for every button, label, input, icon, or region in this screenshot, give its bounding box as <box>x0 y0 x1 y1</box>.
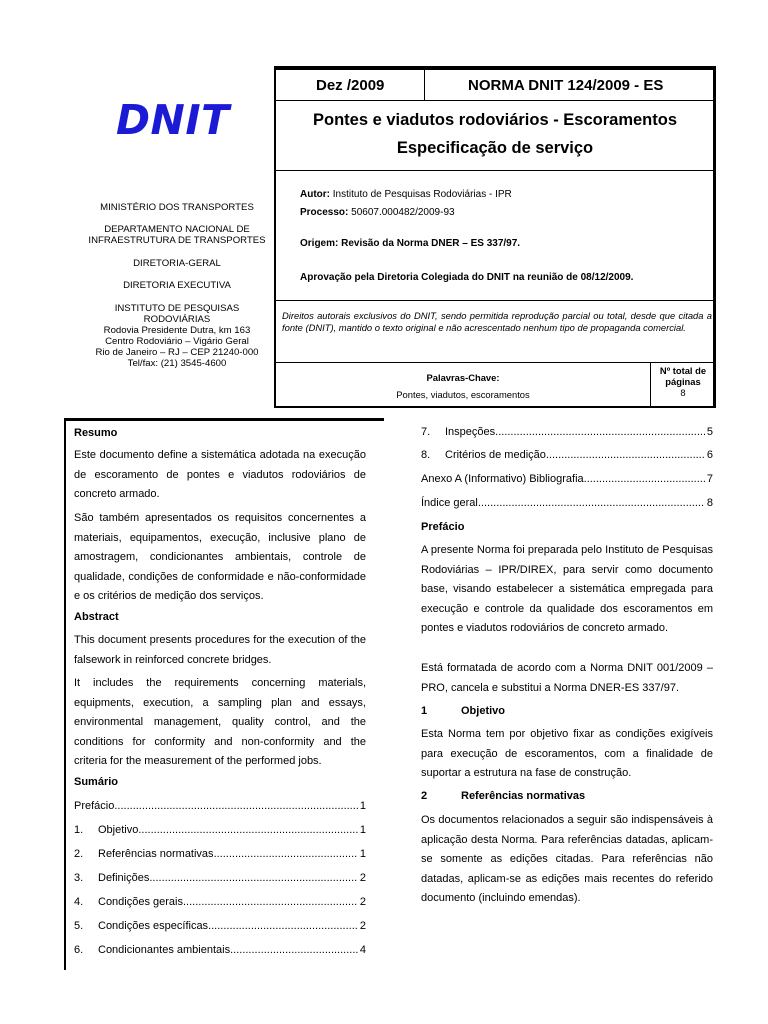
abstract-paragraph-1: This document presents procedures for the execution of the falsework in reinforced concrete bridges. <box>74 634 366 666</box>
toc-leader <box>478 494 705 514</box>
author-value: Instituto de Pesquisas Rodoviárias - IPR <box>330 189 512 200</box>
toc-entry[interactable] <box>421 446 713 466</box>
toc-entry[interactable] <box>421 470 713 490</box>
toc-leader <box>495 423 705 443</box>
toc-label: Inspeções <box>445 426 496 438</box>
toc-leader <box>114 797 358 817</box>
meta-author <box>300 189 512 200</box>
toc-label: Condições gerais <box>98 896 183 908</box>
toc-page: 4 <box>359 944 366 956</box>
copyright-notice: Direitos autorais exclusivos do DNIT, sendo permitida reprodução parcial ou total, desde que citada a fonte (DNIT), mantido o texto original e não acrescentado nenhum tipo de propaganda comercial. <box>282 310 712 333</box>
toc-label: Condições específicas <box>98 920 209 932</box>
process-label: Processo: <box>300 207 349 218</box>
directorate-general: DIRETORIA-GERAL <box>133 258 221 269</box>
institute-line-5: Rio de Janeiro – RJ – CEP 21240-000 <box>95 347 259 358</box>
objetivo-heading <box>421 705 713 717</box>
institute-line-4: Centro Rodoviário – Vigário Geral <box>105 336 249 347</box>
header-divider <box>274 100 716 101</box>
toc-leader <box>183 893 358 913</box>
toc-page: 2 <box>359 872 366 884</box>
toc-label: Objetivo <box>98 824 139 836</box>
department-name <box>84 224 270 246</box>
toc-entry[interactable] <box>421 423 713 443</box>
toc-number: 6. <box>74 944 84 956</box>
toc-entry[interactable] <box>74 845 366 865</box>
prefacio-paragraph-2: Está formatada de acordo com a Norma DNIT 001/2009 – PRO, cancela e substitui a Norma DNER-ES 337/97. <box>421 662 713 694</box>
department-line-2: INFRAESTRUTURA DE TRANSPORTES <box>88 235 266 246</box>
toc-page: 1 <box>359 848 366 860</box>
institute-line-2: RODOVIÁRIAS <box>143 314 211 325</box>
section-title: Referências normativas <box>461 790 586 802</box>
toc-leader <box>584 470 705 490</box>
toc-label: Condicionantes ambientais <box>98 944 231 956</box>
executive-directorate: DIRETORIA EXECUTIVA <box>123 280 231 291</box>
toc-page: 2 <box>359 920 366 932</box>
toc-leader <box>208 917 358 937</box>
toc-label: Critérios de medição <box>445 449 546 461</box>
toc-entry[interactable] <box>74 941 366 961</box>
header-vsplit <box>424 70 425 100</box>
toc-leader <box>149 869 358 889</box>
toc-label: Prefácio <box>74 800 115 812</box>
section-title: Objetivo <box>461 705 506 717</box>
document-title: Pontes e viadutos rodoviários - Escoramentos <box>312 111 677 129</box>
section-number: 2 <box>421 790 428 802</box>
ministry-name: MINISTÉRIO DOS TRANSPORTES <box>100 202 254 213</box>
toc-number: 2. <box>74 848 84 860</box>
page-count <box>652 365 714 398</box>
toc-label: Anexo A (Informativo) Bibliografia <box>421 473 584 485</box>
abstract-heading: Abstract <box>74 611 119 623</box>
abstract-paragraph-2: It includes the requirements concerning materials, equipments, execution, a sampling plan and essays, environmental management, quality control, and the conditions for conformity and non-conformity and the criteria for the measurement of the performed jobs. <box>74 677 366 767</box>
dnit-logo: DNIT <box>116 96 230 144</box>
keywords-value: Pontes, viadutos, escoramentos <box>396 389 530 400</box>
referencias-heading <box>421 790 713 802</box>
toc-page: 1 <box>359 800 366 812</box>
section-number: 1 <box>421 705 428 717</box>
toc-leader <box>546 446 705 466</box>
meta-process <box>300 207 455 218</box>
toc-leader <box>138 821 358 841</box>
resumo-paragraph-1: Este documento define a sistemática adotada na execução de escoramento de pontes e viadutos rodoviários de concreto armado. <box>74 449 366 500</box>
toc-entry[interactable] <box>421 494 713 514</box>
page-count-value: 8 <box>680 387 686 398</box>
toc-number: 5. <box>74 920 84 932</box>
institute-line-3: Rodovia Presidente Dutra, km 163 <box>103 325 251 336</box>
page-count-label-2: páginas <box>665 376 701 387</box>
institute-address <box>84 303 270 369</box>
toc-page: 2 <box>359 896 366 908</box>
meta-origin: Origem: Revisão da Norma DNER – ES 337/97. <box>300 238 521 249</box>
toc-number: 8. <box>421 449 431 461</box>
toc-page: 8 <box>706 497 713 509</box>
toc-label: Índice geral <box>421 497 478 509</box>
toc-leader <box>230 941 358 961</box>
document-date: Dez /2009 <box>316 77 385 94</box>
page-count-label-1: Nº total de <box>659 365 707 376</box>
objetivo-paragraph: Esta Norma tem por objetivo fixar as condições exigíveis para execução de escoramentos, com a finalidade de suportar a estrutura na fase de construção. <box>421 728 713 779</box>
toc-number: 4. <box>74 896 84 908</box>
sumario-heading: Sumário <box>74 776 119 788</box>
toc-number: 3. <box>74 872 84 884</box>
toc-page: 5 <box>706 426 713 438</box>
toc-entry[interactable] <box>74 797 366 817</box>
prefacio-heading: Prefácio <box>421 521 465 533</box>
divider-title <box>274 170 716 171</box>
body-left-rule <box>64 418 66 970</box>
toc-leader <box>214 845 358 865</box>
norma-number: NORMA DNIT 124/2009 - ES <box>468 77 664 94</box>
resumo-heading: Resumo <box>74 427 118 439</box>
toc-entry[interactable] <box>74 917 366 937</box>
keywords-vsplit <box>650 362 651 407</box>
process-value: 50607.000482/2009-93 <box>348 207 455 218</box>
toc-page: 1 <box>359 824 366 836</box>
institute-line-1: INSTITUTO DE PESQUISAS <box>114 303 240 314</box>
resumo-paragraph-2: São também apresentados os requisitos concernentes a materiais, equipamentos, execução, inclusive plano de amostragem, condicionantes ambientais, controle de qualidade, condições de conformidade e não-conformidade e os critérios de medição dos serviços. <box>74 512 366 602</box>
toc-label: Definições <box>98 872 150 884</box>
document-subtitle: Especificação de serviço <box>396 139 594 157</box>
toc-page: 7 <box>706 473 713 485</box>
toc-entry[interactable] <box>74 893 366 913</box>
department-line-1: DEPARTAMENTO NACIONAL DE <box>104 224 250 235</box>
toc-entry[interactable] <box>74 821 366 841</box>
toc-page: 6 <box>706 449 713 461</box>
author-label: Autor: <box>300 189 330 200</box>
toc-label: Referências normativas <box>98 848 214 860</box>
toc-entry[interactable] <box>74 869 366 889</box>
keywords-label: Palavras-Chave: <box>426 372 500 383</box>
divider-meta <box>274 300 716 301</box>
toc-number: 7. <box>421 426 431 438</box>
prefacio-paragraph-1: A presente Norma foi preparada pelo Instituto de Pesquisas Rodoviárias – IPR/DIREX, para servir como documento base, visando estabelecer a sistemática empregada para execução e controle da qualidade dos escoramentos em pontes e viadutos rodoviários de concreto armado. <box>421 544 713 634</box>
toc-number: 1. <box>74 824 84 836</box>
meta-approval: Aprovação pela Diretoria Colegiada do DNIT na reunião de 08/12/2009. <box>300 272 634 283</box>
body-top-rule <box>64 418 384 421</box>
institute-line-6: Tel/fax: (21) 3545-4600 <box>127 358 227 369</box>
referencias-paragraph: Os documentos relacionados a seguir são indispensáveis à aplicação desta Norma. Para referências datadas, aplicam-se somente as edições citadas. Para referências não datadas, aplicam-se as edições mais recentes do referido documento (incluindo emendas). <box>421 814 713 904</box>
